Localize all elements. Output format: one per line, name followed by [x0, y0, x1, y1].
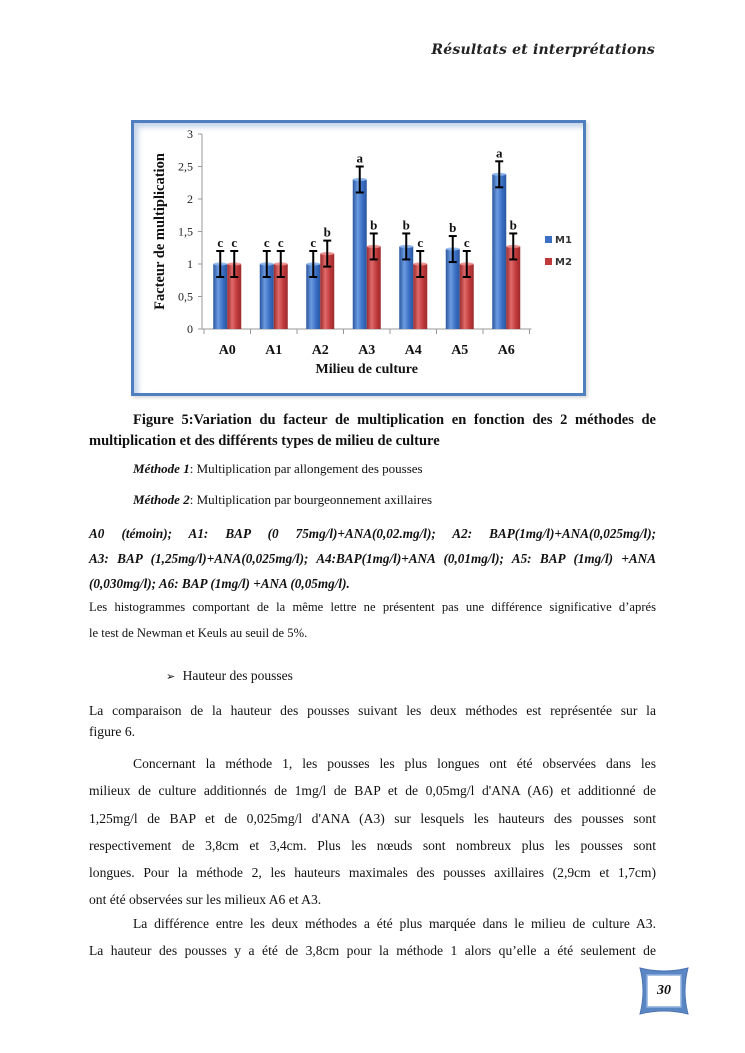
svg-text:0: 0 — [187, 322, 193, 336]
methode-1-text: : Multiplication par allongement des pousses — [189, 461, 423, 476]
paragraph-line: longues. Pour la méthode 2, les hauteurs maximales des pousses axillaires (2,9cm et 1,7cm) — [89, 865, 656, 881]
svg-text:a: a — [496, 145, 503, 161]
paragraph-1 — [89, 700, 656, 742]
svg-text:c: c — [417, 235, 424, 250]
note-line: le test de Newman et Keuls au seuil de 5%. — [89, 626, 308, 640]
bar-chart — [134, 123, 583, 393]
subsection-heading — [166, 668, 293, 684]
methode-2-label: Méthode 2 — [133, 492, 190, 507]
svg-text:A6: A6 — [497, 343, 515, 358]
media-line: A3: BAP (1,25mg/l)+ANA(0,025mg/l); A4:BAP(1mg/l)+ANA (0,01mg/l); A5: BAP (1mg/l) +ANA — [89, 551, 656, 566]
svg-text:3: 3 — [187, 127, 193, 141]
svg-text:b: b — [402, 217, 410, 233]
caption-text: Figure 5:Variation du facteur de multiplication en fonction des 2 méthodes de multiplication et des différents types de milieu de culture — [89, 412, 656, 449]
paragraph-line: La comparaison de la hauteur des pousses suivant les deux méthodes est représentée sur la — [89, 703, 656, 718]
media-line: A0 (témoin); A1: BAP (0 75mg/l)+ANA(0,02.mg/l); A2: BAP(1mg/l)+ANA(0,025mg/l); — [89, 526, 656, 541]
paragraph-line: ont été observées sur les milieux A6 et A3. — [89, 892, 322, 908]
svg-text:b: b — [509, 217, 517, 233]
figure-5-chart — [131, 120, 586, 396]
svg-text:b: b — [370, 217, 378, 233]
paragraph-line: respectivement de 3,8cm et 3,4cm. Plus les nœuds sont nombreux plus les pousses sont — [89, 837, 656, 853]
paragraph-line: 1,25mg/l de BAP et de 0,025mg/l d'ANA (A3) sur lesquels les hauteurs des pousses sont — [89, 810, 656, 826]
svg-text:A4: A4 — [404, 343, 422, 358]
svg-text:c: c — [277, 235, 284, 250]
svg-text:c: c — [263, 235, 270, 250]
svg-text:A0: A0 — [218, 343, 236, 358]
paragraph-3 — [89, 910, 656, 965]
paragraph-line: figure 6. — [89, 724, 136, 739]
running-header: Résultats et interprétations — [431, 42, 655, 58]
paragraph-line: Concernant la méthode 1, les pousses les plus longues ont été observées dans les — [133, 756, 656, 771]
svg-text:c: c — [463, 235, 470, 250]
svg-text:Milieu de culture: Milieu de culture — [315, 362, 418, 377]
media-definitions — [89, 521, 656, 596]
paragraph-line: La différence entre les deux méthodes a été plus marquée dans le milieu de culture A3. — [133, 916, 656, 931]
statistics-note — [89, 594, 656, 646]
svg-text:c: c — [310, 235, 317, 250]
svg-text:M1: M1 — [555, 235, 572, 246]
svg-text:1: 1 — [187, 257, 193, 271]
svg-text:Facteur de multiplication: Facteur de multiplication — [152, 153, 168, 310]
media-line: (0,030mg/l); A6: BAP (1mg/l) +ANA (0,05mg/l). — [89, 576, 350, 591]
svg-text:2,5: 2,5 — [178, 159, 193, 174]
svg-text:A3: A3 — [358, 343, 376, 358]
arrow-bullet-icon: ➢ — [166, 671, 176, 683]
paragraph-line: La hauteur des pousses y a été de 3,8cm pour la méthode 1 alors qu’elle a été seulement de — [89, 943, 656, 959]
note-line: Les histogrammes comportant de la même lettre ne présentent pas une différence significative d’aprés — [89, 600, 656, 614]
methode-2-text: : Multiplication par bourgeonnement axillaires — [189, 492, 433, 507]
figure-caption — [89, 410, 656, 452]
svg-text:M2: M2 — [555, 257, 572, 268]
svg-text:0,5: 0,5 — [178, 289, 193, 304]
svg-text:c: c — [231, 235, 238, 250]
svg-text:1,5: 1,5 — [178, 224, 193, 239]
methode-1-label: Méthode 1 — [133, 461, 190, 476]
svg-text:b: b — [449, 220, 457, 236]
paragraph-2 — [89, 750, 656, 914]
svg-text:A1: A1 — [265, 343, 283, 358]
methode-2-legend — [133, 492, 432, 508]
paragraph-line: milieux de culture additionnés de 1mg/l de BAP et de 0,05mg/l d'ANA (A6) et additionné de — [89, 783, 656, 799]
svg-text:A2: A2 — [311, 343, 329, 358]
svg-text:b: b — [323, 224, 331, 240]
methode-1-legend — [133, 461, 423, 477]
svg-text:A5: A5 — [451, 343, 469, 358]
svg-text:c: c — [217, 235, 224, 250]
svg-text:a: a — [356, 150, 363, 166]
svg-text:2: 2 — [187, 192, 193, 206]
page-number-frame — [638, 966, 690, 1016]
page-number: 30 — [657, 983, 671, 998]
subsection-title: Hauteur des pousses — [182, 668, 293, 683]
